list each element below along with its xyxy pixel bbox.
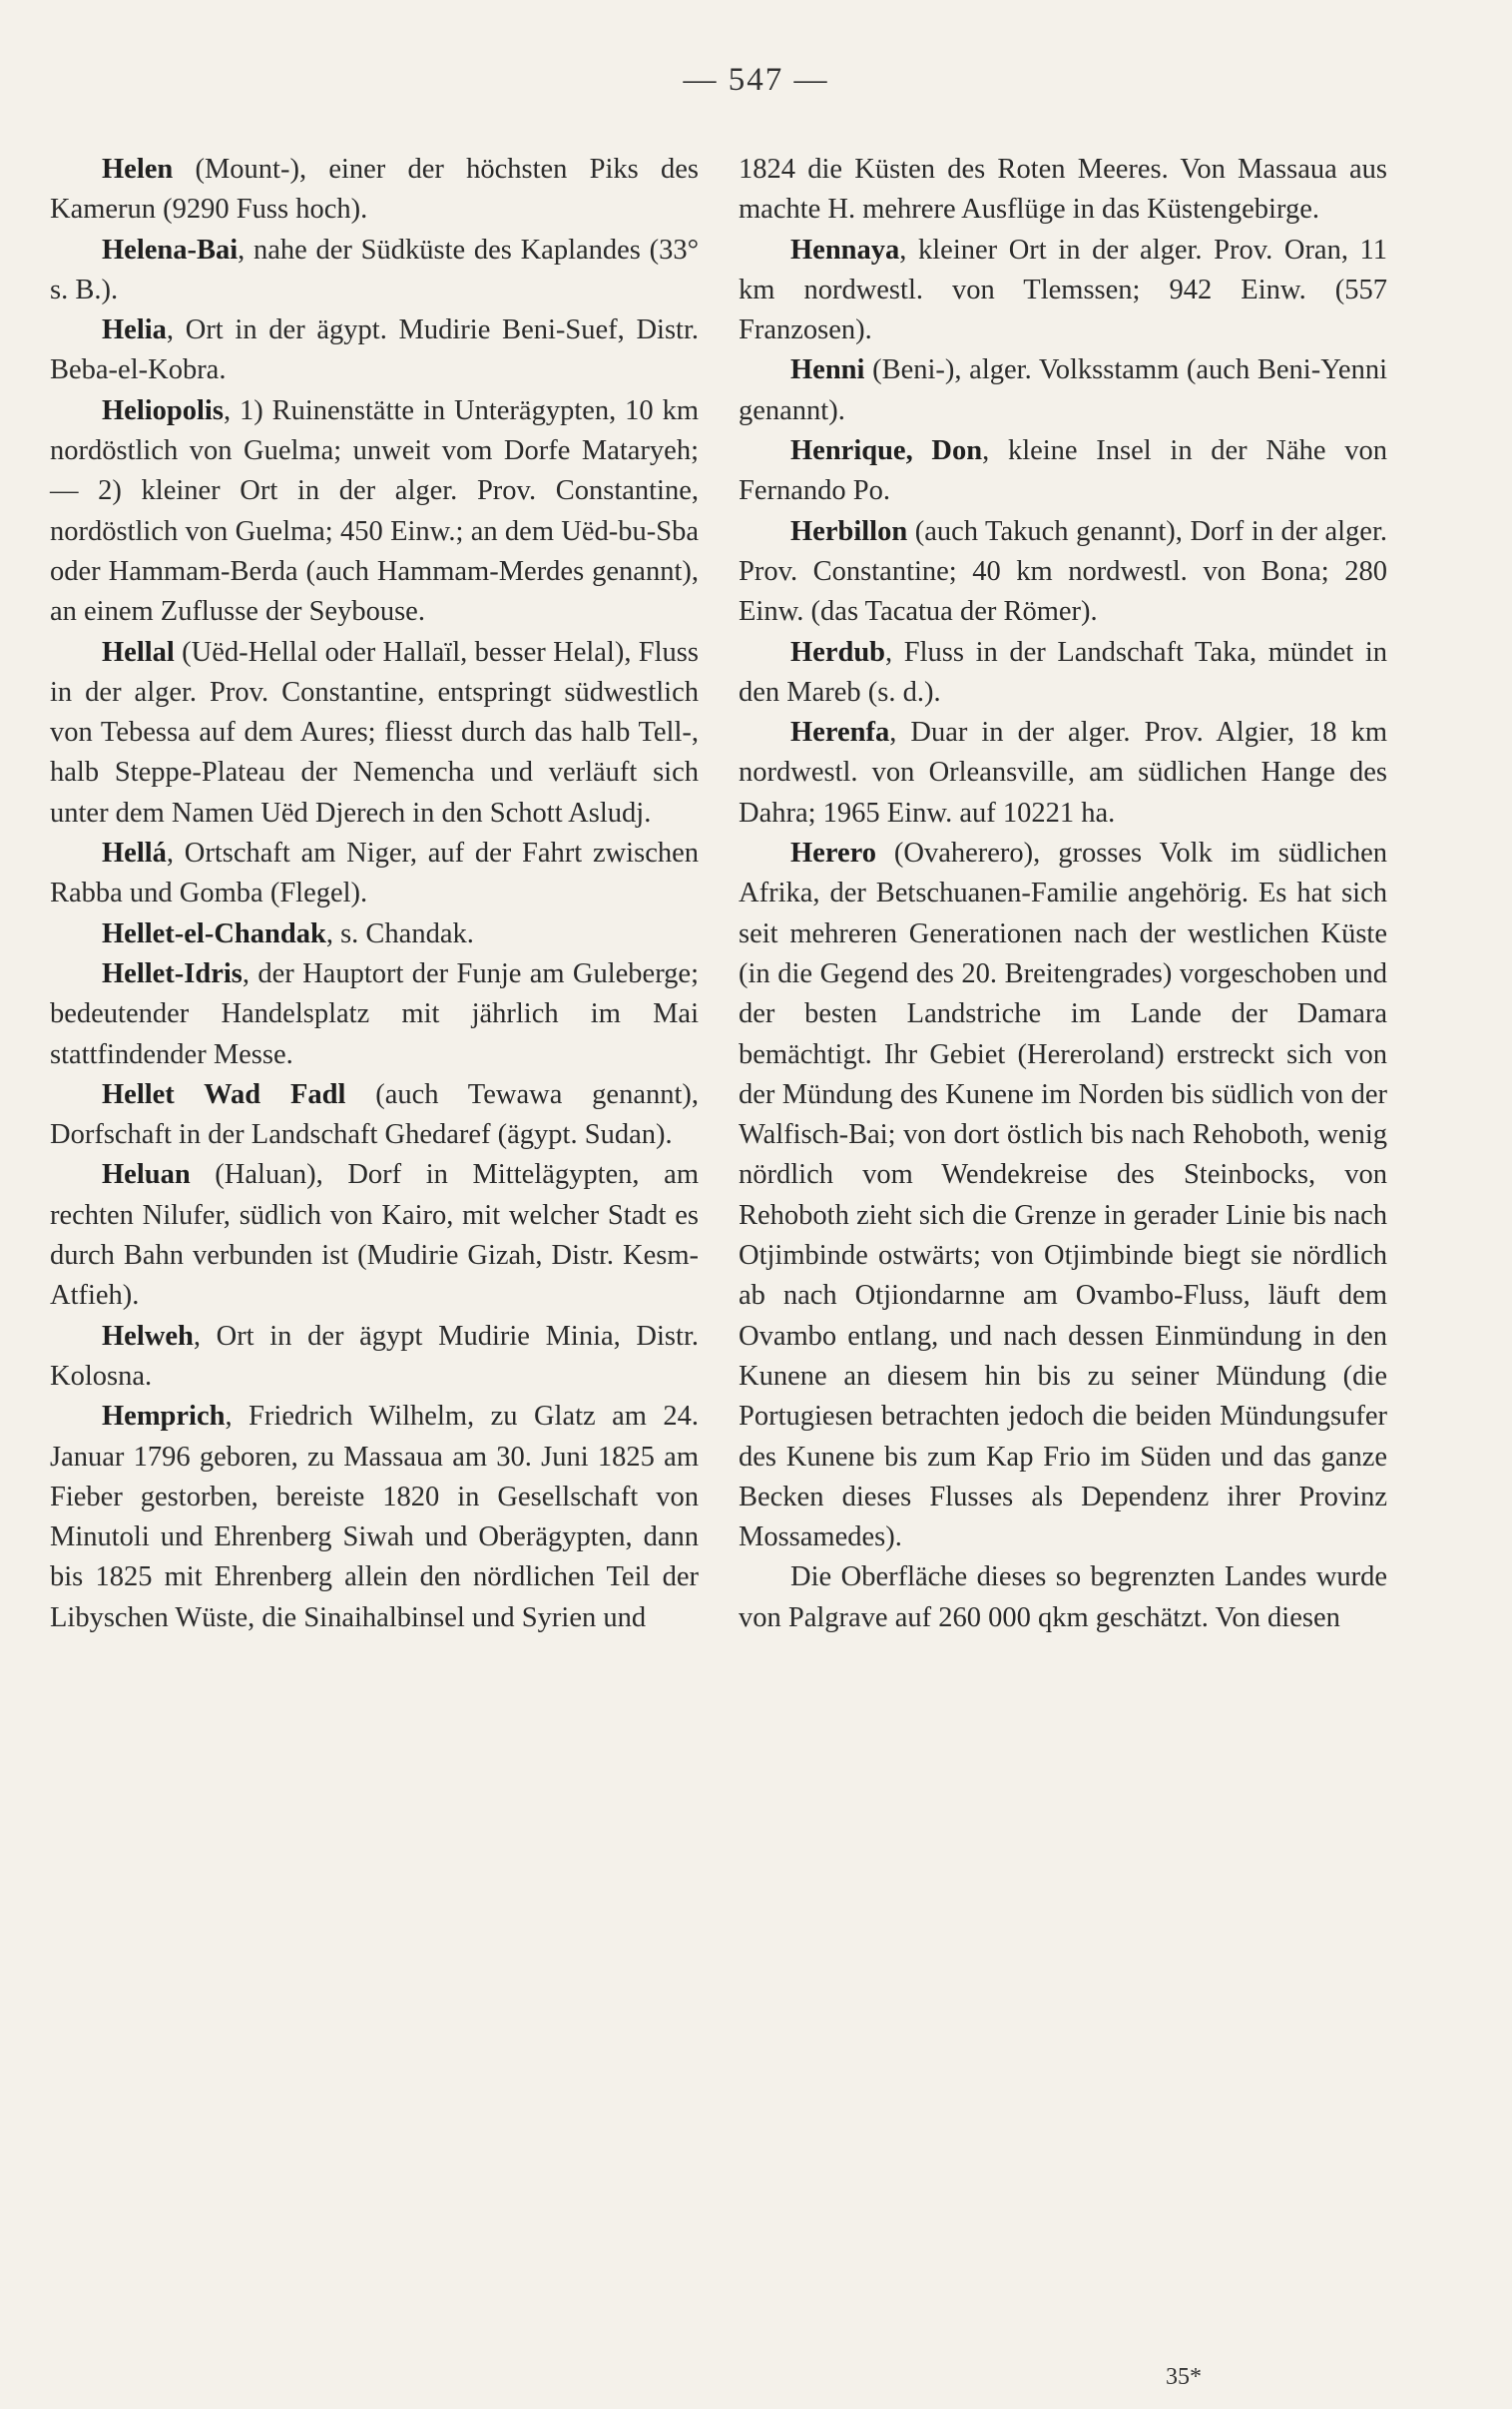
entry-hemprich-continued: 1824 die Küsten des Roten Meeres. Von Massaua aus machte H. mehrere Ausflüge in das Küstengebirge. (739, 154, 1387, 226)
entry-helia: Helia, Ort in der ägypt. Mudirie Beni-Suef, Distr. Beba-el-Kobra. (50, 314, 699, 386)
entry-henrique: Henrique, Don, kleine Insel in der Nähe von Fernando Po. (739, 435, 1387, 507)
entry-hellet-idris: Hellet-Idris, der Hauptort der Funje am Guleberge; bedeutender Handelsplatz mit jährlich im Mai stattfindender Messe. (50, 957, 699, 1070)
entry-henni: Henni (Beni-), alger. Volksstamm (auch Beni-Yenni genannt). (739, 354, 1387, 426)
entry-hellal: Hellal (Uëd-Hellal oder Hallaïl, besser Helal), Fluss in der alger. Prov. Constantine, entspringt südwestlich von Tebessa auf dem Aures; fliesst durch das halb Tell-, halb Steppe-Plateau der Nemencha und verläuft sich unter dem Namen Uëd Djerech in den Schott Asludj. (50, 636, 699, 829)
entry-hellet-el-chandak: Hellet-el-Chandak, s. Chandak. (102, 917, 474, 949)
entry-herdub: Herdub, Fluss in der Landschaft Taka, mündet in den Mareb (s. d.). (739, 636, 1387, 708)
entry-helen: Helen (Mount-), einer der höchsten Piks des Kamerun (9290 Fuss hoch). (50, 154, 699, 226)
entry-helweh: Helweh, Ort in der ägypt Mudirie Minia, Distr. Kolosna. (50, 1320, 699, 1392)
entry-hennaya: Hennaya, kleiner Ort in der alger. Prov. Oran, 11 km nordwestl. von Tlemssen; 942 Einw. (557 Franzosen). (739, 234, 1387, 346)
signature-mark: 35* (1166, 2364, 1202, 2390)
entry-hemprich: Hemprich, Friedrich Wilhelm, zu Glatz am 24. Januar 1796 geboren, zu Massaua am 30. Juni 1825 am Fieber gestorben, bereiste 1820 in Gesellschaft von Minutoli und Ehrenberg Siwah und Oberägypten, dann bis 1825 mit Ehrenberg allein den nördlichen Teil der Libyschen Wüste, die Sinaihalbinsel und Syrien und (50, 1401, 699, 1633)
entry-herero: Herero (Ovaherero), grosses Volk im südlichen Afrika, der Betschuanen-Familie angehörig. Es hat sich seit mehreren Generationen nach der westlichen Küste (in die Gegend des 20. Breitengrades) vorgeschoben und der besten Landstriche im Lande der Damara bemächtigt. Ihr Gebiet (Hereroland) erstreckt sich von der Mündung des Kunene im Norden bis südlich von der Walfisch-Bai; von dort östlich bis nach Rehoboth, wenig nördlich vom Wendekreise des Steinbocks, von Rehoboth zieht sich die Grenze in gerader Linie bis nach Otjimbinde ostwärts; von Otjimbinde biegt sie nördlich ab nach Otjiondarnne am Ovambo-Fluss, läuft dem Ovambo entlang, und nach dessen Einmündung in den Kunene an diesem hin bis zu seiner Mündung (die Portugiesen betrachten jedoch die beiden Mündungsufer des Kunene bis zum Kap Frio im Süden und das ganze Becken dieses Flusses als Dependenz ihrer Provinz Mossamedes). (739, 838, 1387, 1553)
entry-heliopolis: Heliopolis, 1) Ruinenstätte in Unterägypten, 10 km nordöstlich von Guelma; unweit vom Dorfe Mataryeh; — 2) kleiner Ort in der alger. Prov. Constantine, nordöstlich von Guelma; 450 Einw.; an dem Uëd-bu-Sba oder Hammam-Berda (auch Hammam-Merdes genannt), an einem Zuflusse der Seybouse. (50, 394, 699, 628)
right-column (739, 150, 1387, 1638)
entry-hellet-wad-fadl: Hellet Wad Fadl (auch Tewawa genannt), Dorfschaft in der Landschaft Ghedaref (ägypt. Sudan). (50, 1078, 699, 1151)
entry-herbillon: Herbillon (auch Takuch genannt), Dorf in der alger. Prov. Constantine; 40 km nordwestl. von Bona; 280 Einw. (das Tacatua der Römer). (739, 515, 1387, 628)
entry-hella: Hellá, Ortschaft am Niger, auf der Fahrt zwischen Rabba und Gomba (Flegel). (50, 838, 699, 909)
page-number: — 547 — (683, 62, 829, 98)
entry-herenfa: Herenfa, Duar in der alger. Prov. Algier, 18 km nordwestl. von Orleansville, am südlichen Hange des Dahra; 1965 Einw. auf 10221 ha. (739, 717, 1387, 829)
left-column (50, 150, 699, 1638)
entry-heluan: Heluan (Haluan), Dorf in Mittelägypten, am rechten Nilufer, südlich von Kairo, mit welcher Stadt es durch Bahn verbunden ist (Mudirie Gizah, Distr. Kesm-Atfieh). (50, 1159, 699, 1312)
entry-helena-bai: Helena-Bai, nahe der Südküste des Kaplandes (33° s. B.). (50, 234, 699, 305)
entry-herero-surface: Die Oberfläche dieses so begrenzten Landes wurde von Palgrave auf 260 000 qkm geschätzt. Von diesen (739, 1561, 1387, 1633)
